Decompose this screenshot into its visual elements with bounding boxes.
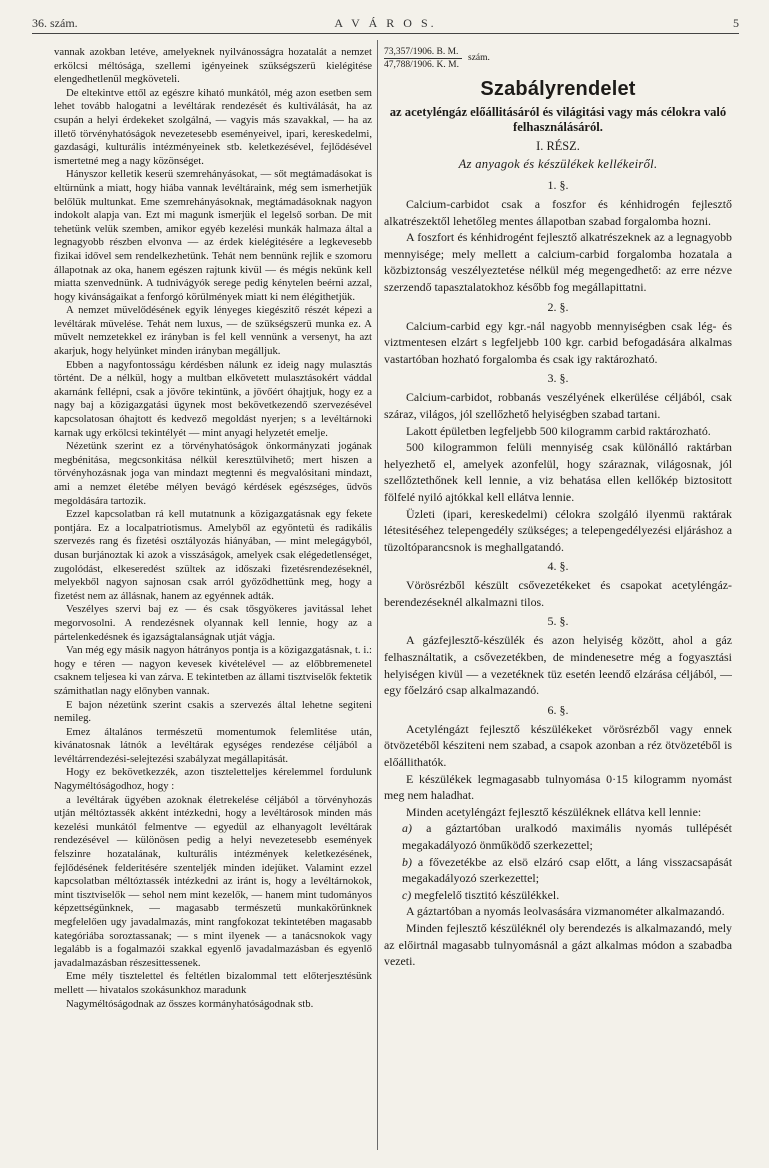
regulation-paragraph: A gázfejlesztő-készülék és azon helyiség között, ahol a gáz felhasználtatik, a csővezetékben, de mindenesetre még a fogyasztási helyiségen kivül — a vezetéknek tüz esetén leendő elzárása céljából, — egy főelzáró csap alkalmazandó.: [384, 633, 732, 698]
article-paragraph: E bajon nézetünk szerint csakis a szervezés által lehetne segiteni nemileg.: [54, 698, 372, 725]
article-paragraph: Ezzel kapcsolatban rá kell mutatnunk a közigazgatásnak egy fekete pontjára. Ez a localpatriotismus. Amelyből az egyöntetü és radikális szervezés rang és fizetési osztályozás hiányában, — mint melegágyból, dusan burjánoztak ki azok a visszáságok, amelyek csak elégedetlenséget, zugolódást, elkeseredést szültek az időszaki fizetésrendezéseknél, melyekből nagyon sajnosan csak arról győződhettünk meg, hogy a fizetést nem az állásnak, hanem az egyénnek adták.: [54, 508, 372, 602]
reference-number-1: 73,357/1906. B. M.: [384, 46, 462, 59]
reference-numbers: [384, 46, 732, 76]
article-paragraph: Van még egy másik nagyon hátrányos pontja is a közigazgatásnak, t. i.: hogy e téren — nagyon kevesek kivételével — az előbbremenetel csaknem teljesea ki van zárva. E tekintetben az állami tisztviselők fektetik számithatlan nagy előnyben vannak.: [54, 644, 372, 697]
article-paragraph: Emez általános természetü momentumok felemlitése után, kivánatosnak látnók a levéltárak egységes rendezése céljából a levéltárrendezési-selejtezési szabályzat megállapitását.: [54, 725, 372, 765]
section-number: 3. §.: [547, 371, 569, 386]
article-paragraph: Veszélyes szervi baj ez — és csak tősgyökeres javitással lehet megorvosolni. A rendezésnek olyannak kell lennie, hogy az a pártelenkedésnek és igazságtalanságnak utját vágja.: [54, 603, 372, 643]
list-item-text: a fővezetékbe az elsö elzáró csap előtt, a láng visszacsapását megakadályozó szerkezettel;: [402, 854, 732, 886]
regulation-paragraph: Minden fejlesztő készüléknél oly berendezés is alkalmazandó, mely az előirtnál magasabb tulnyomásnál a gázt alkalmas módon a szabadba vezeti.: [384, 920, 732, 969]
regulation-paragraph: Calcium-carbidot csak a foszfor és kénhidrogén fejlesztő alkatrészektől lehetőleg mentes állapotban szabad forgalomba hozni.: [384, 197, 732, 228]
section-number: 1. §.: [547, 178, 569, 192]
regulation-paragraph: Üzleti (ipari, kereskedelmi) célokra szolgáló ilyenmü raktárak létesitéséhez telepengedély szükséges; a telepengedélyezési eljáráshoz a tüzoltóparancsnok is meghallgatandó.: [384, 506, 732, 554]
regulation-paragraph: E készülékek legmagasabb tulnyomása 0·15 kilogramm nyomást meg nem haladhat.: [384, 771, 732, 803]
article-paragraph: vannak azokban letéve, amelyeknek nyilvánosságra hozatalát a nemzet erkölcsi méltósága, szellemi igényeinek szükségszerü kielégitése elengedhetlenül megköveteli.: [54, 46, 372, 86]
article-paragraph: A nemzet müvelődésének egyik lényeges kiegészitő részét képezi a levéltárak müvelése. Tehát nem luxus, — de szükségszerü munka ez. A müvelt nemzetekkel ez irányban is fel kell vennünk a versenyt, ha azt akarjuk, hogy helyünket minden irányban megálljuk.: [54, 304, 372, 358]
article-paragraph: Hogy ez bekövetkezzék, azon tisztelettelјes kérelemmel fordulunk Nagyméltóságodhoz, hogy :: [54, 766, 372, 793]
list-item-marker: a): [402, 821, 412, 836]
issue-number: 36. szám.: [32, 16, 78, 30]
list-item: [384, 854, 732, 887]
section-number: 5. §.: [547, 614, 569, 629]
article-paragraph: a levéltárak ügyében azoknak életrekelése céljából a törvényhozás utján méltóztassék akként intézkedni, hogy a levéltárosok minden más kezelési munkától felmentve — egyedül az elhanyagolt levéltárak rendezésével — különösen pedig a helyi nevezetesebb események felszinre hozatalának, kulturális intézmények keletkezésének, fejlődésének felderitésére szenteljék minden idejüket. Valamint ezzel kapcsolatban méltóztassék intézkedni az iránt is, hogy a levéltárnokok, mint tisztviselők — sehol nem mint kezelők, — hanem mint tudományos képzettségünknek, — magasabb természetü munkakörünknek megfelelően ugy javadalmazás, mint rangfokozat tekintetében magasabb kategóriába soroztassanak; — s mint ilyenek — a tanácsnokok vagy legalább is a fogalmazói szakkal egyenlő javadalmazásban és egyenlő javadalmazásban részesittessenek.: [54, 793, 372, 969]
regulation-subtitle: az acetyléngáz előállitásáról és világitási vagy más célokra való felhasználásáról.: [389, 105, 727, 134]
section-number: 6. §.: [547, 702, 569, 717]
regulation-paragraph: 500 kilogrammon felüli mennyiség csak különálló raktárban helyezhető el, amelyek azonfelül, hogy száraznak, világosnak, jól szellőztethőnek kell lennie, a viz behatása ellen kellőkép biztositott fölfelé nyiló ajtókkal kell ellátva lennie.: [384, 440, 732, 504]
column-divider: [377, 40, 378, 1150]
publication-title: A V Á R O S.: [334, 16, 437, 30]
section-number: 2. §.: [547, 299, 569, 314]
article-paragraph: De eltekintve ettől az egészre kiható munkától, még azon esetben sem lehet tovább halogatni a levéltárak rendezését és kultiválását, ha az csupán a helyi érdekeket szolgálná, — vagyis más szavakkal, — ha az illető törvényhatóságok nevezetesebb eseményeivel, ipari, kereskedelmi, gazdasági, kulturális intézményeinek stb. keletkezésével, fejlődésével ismertetné meg a nagy közönséget.: [54, 86, 372, 167]
list-item: [384, 887, 732, 904]
regulation-paragraph: Calcium-carbidot, robbanás veszélyének elkerülése céljából, csak száraz, világos, jól szellőzhető helyiségben szabad tartani.: [384, 390, 732, 421]
part-heading: Az anyagok és készülékek kellékeiről.: [458, 157, 658, 171]
page-header: [32, 14, 739, 32]
regulation-title: Szabályrendelet: [480, 78, 636, 100]
list-item-text: megfelelő tisztitó készülékkel.: [414, 887, 560, 902]
reference-suffix: szám.: [468, 53, 490, 63]
regulation-paragraph: A foszfort és kénhidrogént fejlesztő alkatrészeknek az a legnagyobb mennyisége; mely mellett a calcium-carbid forgalomba hozatala a közbiztonság veszélyeztetése nélkül még megengedhető: az erre nézve szerzendő tapasztalatokhoz később fog megállapittatni.: [384, 230, 732, 294]
regulation-paragraph: A gáztartóban a nyomás leolvasására vizmanométer alkalmazandó.: [406, 904, 725, 919]
regulation-paragraph: Lakott épületben legfeljebb 500 kilogramm carbid raktározható.: [406, 423, 711, 438]
article-paragraph: Nagyméltóságodnak az ősszes kormányhatóságodnak stb.: [66, 997, 314, 1010]
regulation-body: [384, 178, 732, 970]
article-paragraph: Nézetünk szerint ez a törvényhatóságok önkormányzati jogának megbénitása, megcsonkitása nélkül keresztülvihető; mert hiszen a törvényhozásnak joga van mindazt megtenni és megvalósitani mindazt, ami a nemzet életébe mélyen bevágó kérdések egészséges, üdvös megoldására tartozik.: [54, 440, 372, 507]
header-rule: [32, 33, 739, 34]
regulation-paragraph: Vörösrézből készült csővezetékeket és csapokat acetyléngáz-berendezéseknél alkalmazni tilos.: [384, 578, 732, 609]
reference-number-2: 47,788/1906. K. M.: [384, 60, 459, 70]
part-label: I. RÉSZ.: [536, 139, 580, 153]
right-column: [384, 46, 732, 1148]
page-number: 5: [733, 16, 739, 30]
article-paragraph: Hányszor kelletik keserü szemrehányásokat, — sőt megtámadásokat is eltürnünk a miatt, hogy hiába vannak levéltáraink, még sem ismerhetjük belőlük multunkat. Eme szemrehányásoknak, megtámadásoknak nagyon indokolt alapja van. Ezt mi magunk ismerjük el legelső sorban. De mit tehetünk velük szemben, amikor egyéb kezelési munkák halmaza által a legnagyobb részben elvonva — az érdek kielégitésére a legkevesebb fizikai idővel sem rendelkezhetünk. Tehát nem bennünk rejlik e szomoru állapotnak az oka, hanem egészen rajtunk kivül — és mégis nekünk kell miatta szenvednünk. A tudnivágyók serege pedig kénytelen beérni azzal, hogy kivánságaikat a fenforgó körülmények miatt ki nem élégithetjük.: [54, 168, 372, 303]
article-paragraph: Eme mély tisztelettel és feltétlen bizalommal tett előterjesztésünk mellett — hivatalos szokásunkhoz maradunk: [54, 970, 372, 996]
regulation-paragraph: Acetyléngázt fejlesztő készülékeket vörösrézből vagy ennek ötvözetéből késziteni nem szabad, a csapok azonban a réz ötvözetéből is előállithatók.: [384, 721, 732, 770]
list-item-marker: b): [402, 854, 412, 869]
list-item: [384, 820, 732, 853]
section-number: 4. §.: [547, 559, 569, 574]
regulation-paragraph: Minden acetyléngázt fejlesztő készüléknek ellátva kell lennie:: [406, 804, 702, 819]
list-item-marker: c): [402, 887, 412, 902]
regulation-paragraph: Calcium-carbid egy kgr.-nál nagyobb mennyiségben csak lég- és viztmentesen elzárt s legfeljebb 100 kgr. carbid befogadására alkalmas vastartóban hozható forgalomba és csak igy raktározható.: [384, 318, 732, 366]
left-column: [54, 46, 372, 1148]
article-paragraph: Ebben a nagyfontosságu kérdésben nálunk ez ideig nagy mulasztás történt. De a nélkül, hogy a multban elkövetett mulasztásokért váddal akarnánk fellépni, csak a jövőre tekintünk, a jövőért óhajtjuk, hogy ez a nagy baj a közigazgatási ügynek most bekövetkezendő szervezésével kapcsolatosan óhajtott és kedvező megoldást nyerjen; s a levéltárnoki karnak ugy erkölcsi tekintélyét — mint anyagi helyzetét emelje.: [54, 358, 372, 439]
list-item-text: a gáztartóban uralkodó maximális nyomás tullépését megakadályozó önműködő szerkezettel;: [402, 821, 732, 852]
